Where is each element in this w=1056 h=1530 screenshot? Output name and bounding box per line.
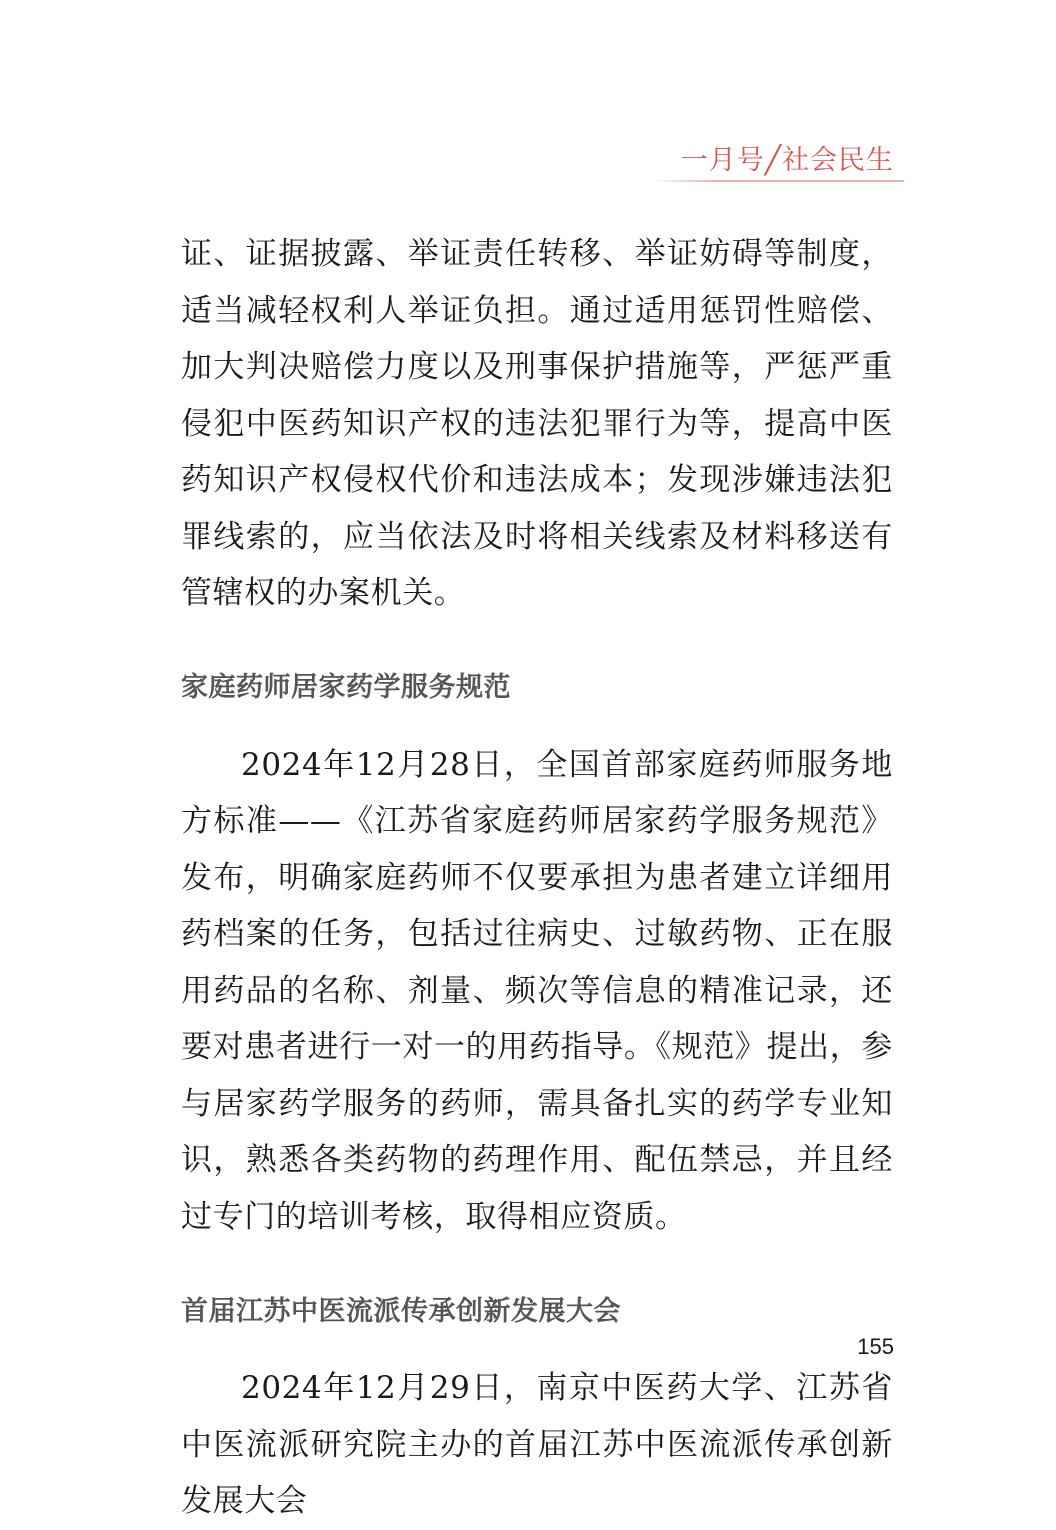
section-heading-family-pharmacist: 家庭药师居家药学服务规范 bbox=[181, 671, 511, 703]
paragraph-tcm-conference: 2024年12月29日，南京中医药大学、江苏省中医流派研究院主办的首届江苏中医流派传承创新发展大会 bbox=[181, 1370, 893, 1519]
article-body bbox=[181, 226, 893, 1530]
running-header: 一月号╱社会民生 bbox=[680, 145, 894, 176]
section-heading-tcm-conference: 首届江苏中医流派传承创新发展大会 bbox=[181, 1296, 621, 1327]
paragraph-family-pharmacist: 2024年12月28日，全国首部家庭药师服务地方标准——《江苏省家庭药师居家药学服务规范》发布，明确家庭药师不仅要承担为患者建立详细用药档案的任务，包括过往病史、过敏药物、正在服用药品的名称、剂量、频次等信息的精准记录，还要对患者进行一对一的用药指导。《规范》提出，参与居家药学服务的药师，需具备扎实的药学专业知识，熟悉各类药物的药理作用、配伍禁忌，并且经过专门的培训考核，取得相应资质。 bbox=[181, 746, 893, 1235]
paragraph-continuation: 证、证据披露、举证责任转移、举证妨碍等制度，适当减轻权利人举证负担。通过适用惩罚性赔偿、加大判决赔偿力度以及刑事保护措施等，严惩严重侵犯中医药知识产权的违法犯罪行为等，提高中医药知识产权侵权代价和违法成本；发现涉嫌违法犯罪线索的，应当依法及时将相关线索及材料移送有管辖权的办案机关。 bbox=[181, 236, 893, 611]
header-rule bbox=[652, 180, 904, 182]
page-number: 155 bbox=[857, 1334, 894, 1359]
